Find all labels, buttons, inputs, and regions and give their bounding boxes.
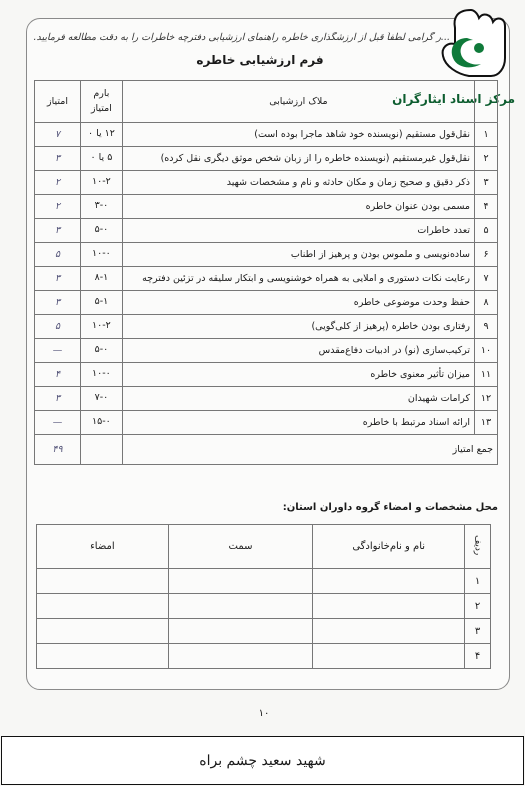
jury-row (37, 644, 491, 669)
header-criteria: ملاک ارزشیابی (122, 81, 474, 123)
criterion-text: رعایت نکات دستوری و املایی به همراه خوشنویسی و ابتکار سلیقه در تزئین دفترچه (122, 267, 474, 291)
score-range: ۱۰-۰ (81, 363, 123, 387)
criterion-text: ترکیب‌سازی (نو) در ادبیات دفاع‌مقدس (122, 339, 474, 363)
table-row (35, 171, 498, 195)
criterion-text: ارائه اسناد مرتبط با خاطره (122, 411, 474, 435)
header-number (475, 81, 498, 123)
jury-position-cell[interactable] (168, 619, 313, 644)
awarded-score: ۳ (35, 219, 81, 243)
jury-header-position: سمت (168, 525, 313, 569)
row-number: ۱۳ (475, 411, 498, 435)
jury-row (37, 569, 491, 594)
jury-row-number: ۲ (465, 594, 491, 619)
evaluation-table (34, 80, 498, 465)
row-number: ۵ (475, 219, 498, 243)
row-number: ۴ (475, 195, 498, 219)
score-range: ۷-۰ (81, 387, 123, 411)
table-row (35, 363, 498, 387)
intro-instruction: ...ر گرامی لطفاً قبل از ارزشگذاری خاطره راهنمای ارزشیابی دفترچه خاطرات را به دقت مطالعه فرمایید. (33, 32, 450, 43)
score-range: ۸-۱ (81, 267, 123, 291)
score-range: ۱۰-۲ (81, 171, 123, 195)
jury-position-cell[interactable] (168, 644, 313, 669)
jury-signature-cell[interactable] (37, 619, 169, 644)
criterion-text: ساده‌نویسی و ملموس بودن و پرهیز از اطناب (122, 243, 474, 267)
table-row (35, 315, 498, 339)
row-number: ۸ (475, 291, 498, 315)
jury-table (36, 524, 491, 669)
score-range: ۵-۰ (81, 219, 123, 243)
header-score: امتیاز (35, 81, 81, 123)
score-range: ۱۲ یا ۰ (81, 123, 123, 147)
table-row (35, 195, 498, 219)
criterion-text: نقل‌قول غیرمستقیم (نویسنده خاطره را از زبان شخص موثق دیگری نقل کرده) (122, 147, 474, 171)
row-number: ۹ (475, 315, 498, 339)
score-range: ۱۰-۲ (81, 315, 123, 339)
row-number: ۶ (475, 243, 498, 267)
table-row (35, 243, 498, 267)
jury-name-cell[interactable] (313, 569, 465, 594)
awarded-score: ۴ (35, 363, 81, 387)
criterion-text: ذکر دقیق و صحیح زمان و مکان حادثه و نام و مشخصات شهید (122, 171, 474, 195)
score-range: ۵ یا ۰ (81, 147, 123, 171)
awarded-score: ۵ (35, 243, 81, 267)
header-score-range: بارم امتیاز (81, 81, 123, 123)
awarded-score: ۲ (35, 171, 81, 195)
jury-name-cell[interactable] (313, 619, 465, 644)
total-range-cell (81, 435, 123, 465)
criterion-text: نقل‌قول مستقیم (نویسنده خود شاهد ماجرا بوده است) (122, 123, 474, 147)
table-row (35, 123, 498, 147)
awarded-score: — (35, 411, 81, 435)
jury-name-cell[interactable] (313, 644, 465, 669)
score-range: ۱۵-۰ (81, 411, 123, 435)
jury-row (37, 619, 491, 644)
row-number: ۱۰ (475, 339, 498, 363)
awarded-score: ۳ (35, 387, 81, 411)
table-row (35, 411, 498, 435)
row-number: ۱ (475, 123, 498, 147)
awarded-score: ۵ (35, 315, 81, 339)
jury-signature-cell[interactable] (37, 569, 169, 594)
jury-signature-cell[interactable] (37, 644, 169, 669)
score-range: ۱۰-۰ (81, 243, 123, 267)
criterion-text: کرامات شهیدان (122, 387, 474, 411)
awarded-score: ۳ (35, 267, 81, 291)
form-title: فرم ارزشیابی خاطره (196, 53, 324, 67)
criterion-text: حفظ وحدت موضوعی خاطره (122, 291, 474, 315)
table-row (35, 147, 498, 171)
awarded-score: ۳ (35, 291, 81, 315)
jury-row (37, 594, 491, 619)
jury-header-signature: امضاء (37, 525, 169, 569)
table-row (35, 291, 498, 315)
table-row (35, 267, 498, 291)
jury-name-cell[interactable] (313, 594, 465, 619)
jury-header-name: نام و نام‌خانوادگی (313, 525, 465, 569)
total-score: ۴۹ (35, 435, 81, 465)
jury-signature-cell[interactable] (37, 594, 169, 619)
score-range: ۳-۰ (81, 195, 123, 219)
table-row (35, 339, 498, 363)
image-caption: شهید سعید چشم براه (1, 736, 524, 785)
jury-row-number: ۱ (465, 569, 491, 594)
row-number: ۱۲ (475, 387, 498, 411)
total-label: جمع امتیاز (122, 435, 497, 465)
jury-caption: محل مشخصات و امضاء گروه داوران استان: (282, 502, 498, 513)
page-number: ۱۰ (258, 708, 270, 719)
row-number: ۳ (475, 171, 498, 195)
row-number: ۲ (475, 147, 498, 171)
criterion-text: تعدد خاطرات (122, 219, 474, 243)
criterion-text: مسمی بودن عنوان خاطره (122, 195, 474, 219)
awarded-score: ۷ (35, 123, 81, 147)
row-number: ۱۱ (475, 363, 498, 387)
jury-row-number: ۳ (465, 619, 491, 644)
jury-row-number: ۴ (465, 644, 491, 669)
criterion-text: میزان تأثیر معنوی خاطره (122, 363, 474, 387)
jury-header-row: ردیف (465, 525, 491, 569)
jury-position-cell[interactable] (168, 569, 313, 594)
awarded-score: — (35, 339, 81, 363)
awarded-score: ۳ (35, 147, 81, 171)
table-row (35, 219, 498, 243)
score-range: ۵-۱ (81, 291, 123, 315)
row-number: ۷ (475, 267, 498, 291)
total-row (35, 435, 498, 465)
logo-text: مرکز اسناد ایثارگران (392, 92, 515, 106)
jury-position-cell[interactable] (168, 594, 313, 619)
score-range: ۵-۰ (81, 339, 123, 363)
awarded-score: ۲ (35, 195, 81, 219)
table-row (35, 387, 498, 411)
criterion-text: رفتاری بودن خاطره (پرهیز از کلی‌گویی) (122, 315, 474, 339)
